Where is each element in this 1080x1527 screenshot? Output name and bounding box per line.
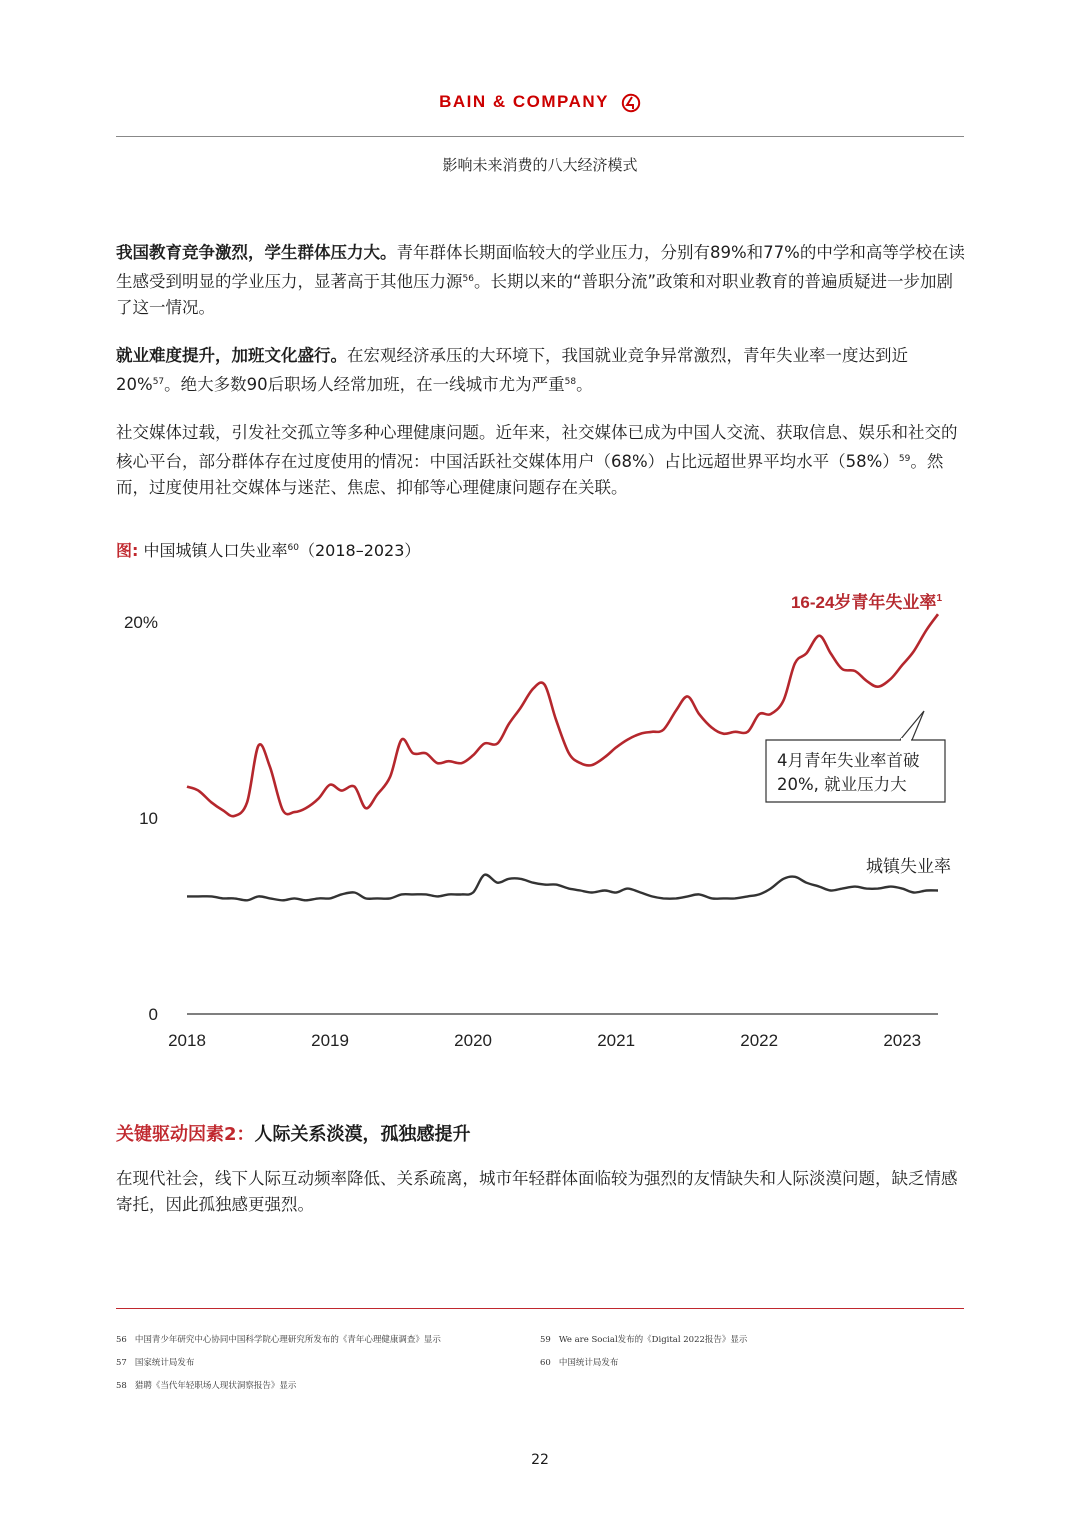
paragraph-lead: 就业难度提升，加班文化盛行。 xyxy=(116,346,347,365)
section-heading: 人际关系淡漠，孤独感提升 xyxy=(254,1124,471,1145)
footnote: 59 We are Social发布的《Digital 2022报告》显示 xyxy=(540,1335,748,1345)
x-tick-label: 2023 xyxy=(883,1031,922,1050)
y-tick-label: 10 xyxy=(139,809,158,828)
paragraph-text: 。绝大多数90后职场人经常加班，在一线城市尤为严重 xyxy=(164,375,565,394)
figure-caption xyxy=(116,538,420,561)
footnote-ref[interactable]: 60 xyxy=(287,543,299,553)
document-subtitle: 影响未来消费的八大经济模式 xyxy=(442,156,638,174)
footnote: 58 猎聘《当代年轻职场人现状洞察报告》显示 xyxy=(116,1381,297,1391)
paragraph-text: 社交媒体过载，引发社交孤立等多种心理健康问题。近年来，社交媒体已成为中国人交流、获取信息、娱乐和社交的核心平台，部分群体存在过度使用的情况：中国活跃社交媒体用户（68%）占比远超世界平均水平（58%） xyxy=(116,423,958,471)
paragraph-text: 。长期以来的“普职分流”政策和对职业教育的普遍质疑进一步加剧了这一情况。 xyxy=(116,272,954,317)
footnote: 60 中国统计局发布 xyxy=(540,1358,619,1368)
header-divider xyxy=(116,136,964,137)
x-tick-label: 2021 xyxy=(597,1031,636,1050)
annotation-line-1: 4月青年失业率首破 xyxy=(777,751,920,770)
brand-name: BAIN & COMPANY xyxy=(439,92,609,111)
footnote-divider xyxy=(116,1308,964,1309)
paragraph-employment xyxy=(116,343,966,398)
x-tick-label: 2020 xyxy=(454,1031,493,1050)
urban-series-label: 城镇失业率 xyxy=(866,857,951,877)
bain-logo-icon xyxy=(621,93,641,113)
section-title xyxy=(116,1120,471,1146)
footnote-ref[interactable]: 58 xyxy=(564,377,577,387)
unemployment-chart xyxy=(100,580,980,1060)
paragraph-text: 在宏观经济承压的大环境下，我国就业竞争异常激烈，青年失业率一度达到近20% xyxy=(116,346,908,394)
figure-title: 中国城镇人口失业率 xyxy=(143,541,288,560)
brand-logo xyxy=(0,92,1080,113)
section-label: 关键驱动因素2： xyxy=(116,1124,255,1145)
footnote: 56 中国青少年研究中心协同中国科学院心理研究所发布的《青年心理健康调查》显示 xyxy=(116,1335,441,1345)
y-tick-label: 0 xyxy=(148,1005,158,1024)
urban-unemployment-series-line xyxy=(187,875,938,901)
annotation-callout xyxy=(766,711,945,802)
paragraph-text: 。然而，过度使用社交媒体与迷茫、焦虑、抑郁等心理健康问题存在关联。 xyxy=(116,452,944,497)
figure-range: （2018–2023） xyxy=(298,541,421,560)
paragraph-social-media xyxy=(116,420,966,501)
figure-tag: 图: xyxy=(116,541,139,560)
callout-gap xyxy=(901,738,911,742)
page-number: 22 xyxy=(531,1452,549,1468)
paragraph-lead: 我国教育竞争激烈，学生群体压力大。 xyxy=(116,243,397,262)
paragraph-education xyxy=(116,240,966,321)
y-tick-label: 20% xyxy=(123,613,158,632)
footnote-ref[interactable]: 59 xyxy=(898,454,911,464)
footnote: 57 国家统计局发布 xyxy=(116,1358,195,1368)
youth-series-label: 16-24岁青年失业率$^1$ xyxy=(790,593,942,612)
annotation-line-2: 20%, 就业压力大 xyxy=(777,775,907,794)
x-tick-label: 2019 xyxy=(311,1031,349,1050)
paragraph-loneliness: 在现代社会，线下人际互动频率降低、关系疏离，城市年轻群体面临较为强烈的友情缺失和人际淡漠问题，缺乏情感寄托，因此孤独感更强烈。 xyxy=(116,1169,958,1214)
x-tick-label: 2022 xyxy=(740,1031,779,1050)
x-tick-label: 2018 xyxy=(168,1031,206,1050)
footnote-ref[interactable]: 57 xyxy=(152,377,165,387)
footnote-ref[interactable]: 56 xyxy=(462,274,474,284)
paragraph-text: 青年群体长期面临较大的学业压力，分别有89%和77%的中学和高等学校在读生感受到明显的学业压力，显著高于其他压力源 xyxy=(116,243,965,291)
paragraph-text: 。 xyxy=(576,375,593,394)
